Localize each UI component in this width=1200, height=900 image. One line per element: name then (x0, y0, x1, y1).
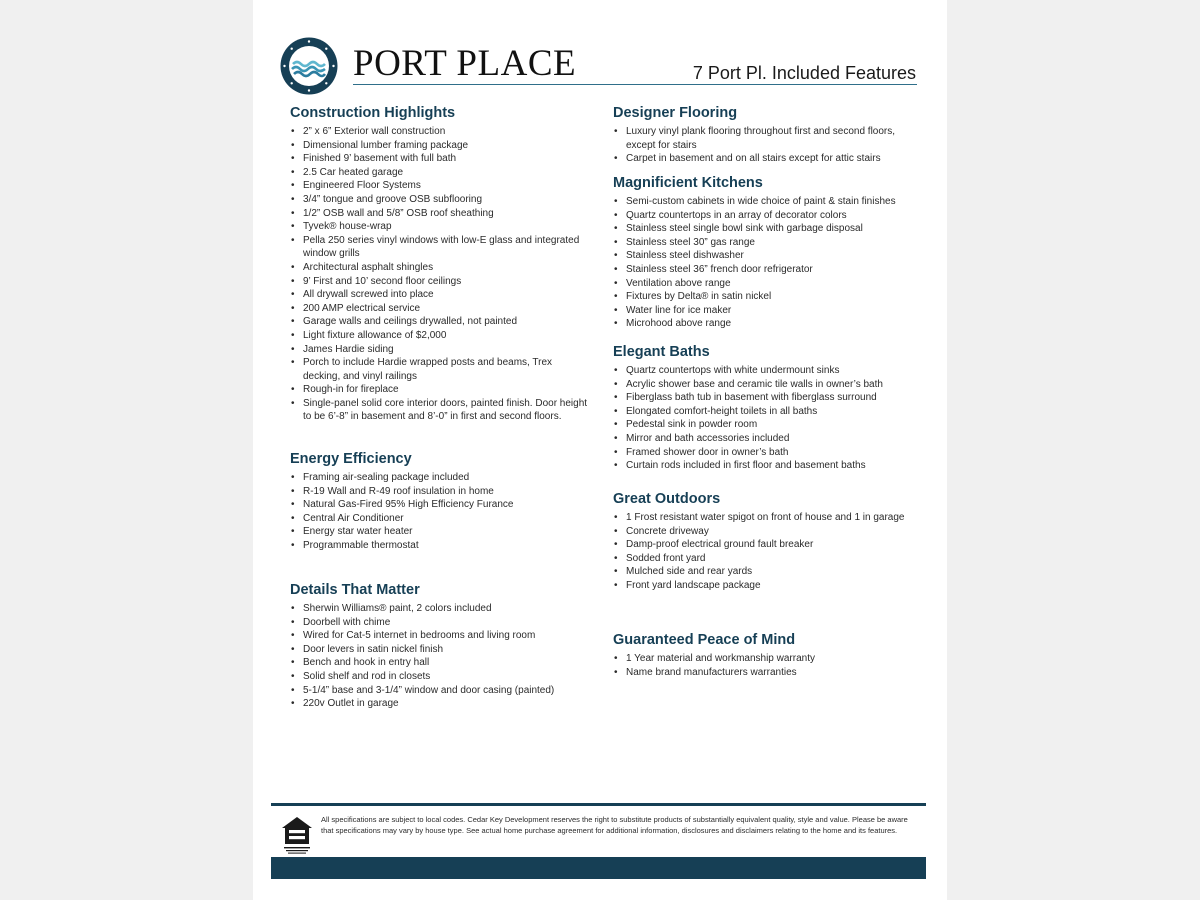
list-item: • Programmable thermostat (290, 539, 590, 553)
list-item: • Engineered Floor Systems (290, 179, 590, 193)
list-item: • Fixtures by Delta® in satin nickel (613, 290, 913, 304)
list-item: • Quartz countertops in an array of decorator colors (613, 209, 913, 223)
list-item: • Fiberglass bath tub in basement with fiberglass surround (613, 391, 913, 405)
section-title-construction: Construction Highlights (290, 105, 456, 121)
list-item: • 2.5 Car heated garage (290, 166, 590, 180)
list-item: • Single-panel solid core interior doors, painted finish. Door height to be 6’-8” in basement and 8’-0” in first and second floors. (290, 397, 590, 424)
section-title-baths: Elegant Baths (613, 344, 710, 360)
list-item: • Solid shelf and rod in closets (290, 670, 590, 684)
list-item: • Curtain rods included in first floor and basement baths (613, 459, 913, 473)
list-item: • Acrylic shower base and ceramic tile walls in owner’s bath (613, 378, 913, 392)
list-item: • Bench and hook in entry hall (290, 656, 590, 670)
document-title: 7 Port Pl. Included Features (692, 63, 916, 83)
list-item: • 1/2” OSB wall and 5/8” OSB roof sheathing (290, 207, 590, 221)
list-energy (290, 471, 590, 553)
list-item: • 2” x 6” Exterior wall construction (290, 125, 590, 139)
list-item: • Energy star water heater (290, 525, 590, 539)
list-item: • Stainless steel single bowl sink with garbage disposal (613, 222, 913, 236)
list-item: • All drywall screwed into place (290, 288, 590, 302)
list-kitchens (613, 195, 913, 331)
section-title-details: Details That Matter (290, 582, 420, 598)
list-item: • Stainless steel dishwasher (613, 249, 913, 263)
list-item: • 1 Year material and workmanship warranty (613, 652, 913, 666)
disclaimer-text: All specifications are subject to local codes. Cedar Key Development reserves the right to substitute products of substantially equivalent quality, style and value. Please be aware that specifications may vary by house type. See actual home purchase agreement for additional information, disclosures and disclaimers relating to the home and its features. (321, 815, 908, 835)
list-item: • 9’ First and 10’ second floor ceilings (290, 275, 590, 289)
list-item: • 220v Outlet in garage (290, 697, 590, 711)
list-item: • Quartz countertops with white undermount sinks (613, 364, 913, 378)
list-item: • R-19 Wall and R-49 roof insulation in home (290, 485, 590, 499)
list-item: • Mirror and bath accessories included (613, 432, 913, 446)
list-flooring (613, 125, 913, 166)
list-item: • 200 AMP electrical service (290, 302, 590, 316)
list-item: • Stainless steel 30” gas range (613, 236, 913, 250)
list-item: • Sherwin Williams® paint, 2 colors included (290, 602, 590, 616)
list-item: • Light fixture allowance of $2,000 (290, 329, 590, 343)
brand-name: PORT PLACE (353, 43, 577, 84)
list-item: • Framed shower door in owner’s bath (613, 446, 913, 460)
footer-divider (271, 803, 926, 806)
list-item: • Sodded front yard (613, 552, 913, 566)
section-title-kitchens: Magnificient Kitchens (613, 175, 763, 191)
list-item: • Finished 9’ basement with full bath (290, 152, 590, 166)
list-item: • Porch to include Hardie wrapped posts and beams, Trex decking, and vinyl railings (290, 356, 590, 383)
spec-sheet-page (253, 0, 947, 900)
list-item: • Pedestal sink in powder room (613, 418, 913, 432)
section-title-outdoors: Great Outdoors (613, 491, 721, 507)
list-peace (613, 652, 913, 679)
list-item: • Mulched side and rear yards (613, 565, 913, 579)
list-item: • Garage walls and ceilings drywalled, not painted (290, 315, 590, 329)
list-details (290, 602, 590, 711)
list-construction (290, 125, 590, 424)
list-item: • Framing air-sealing package included (290, 471, 590, 485)
list-item: • 5-1/4” base and 3-1/4” window and door casing (painted) (290, 684, 590, 698)
list-item: • Tyvek® house-wrap (290, 220, 590, 234)
list-item: • Elongated comfort-height toilets in all baths (613, 405, 913, 419)
list-item: • Door levers in satin nickel finish (290, 643, 590, 657)
section-title-peace: Guaranteed Peace of Mind (613, 632, 796, 648)
section-title-energy: Energy Efficiency (290, 451, 412, 467)
list-item: • Water line for ice maker (613, 304, 913, 318)
list-item: • Front yard landscape package (613, 579, 913, 593)
list-outdoors (613, 511, 913, 593)
list-item: • Microhood above range (613, 317, 913, 331)
list-item: • Pella 250 series vinyl windows with low-E glass and integrated window grills (290, 234, 590, 261)
list-item: • Name brand manufacturers warranties (613, 666, 913, 680)
list-item: • Carpet in basement and on all stairs except for attic stairs (613, 152, 913, 166)
list-item: • Ventilation above range (613, 277, 913, 291)
list-item: • Architectural asphalt shingles (290, 261, 590, 275)
footer-bar (271, 857, 926, 879)
list-item: • James Hardie siding (290, 343, 590, 357)
waves-porthole-logo-icon (280, 37, 338, 95)
list-item: • Semi-custom cabinets in wide choice of paint & stain finishes (613, 195, 913, 209)
list-baths (613, 364, 913, 473)
section-title-flooring: Designer Flooring (613, 105, 738, 121)
list-item: • Rough-in for fireplace (290, 383, 590, 397)
header-divider (353, 84, 917, 85)
list-item: • 3/4” tongue and groove OSB subflooring (290, 193, 590, 207)
list-item: • Dimensional lumber framing package (290, 139, 590, 153)
list-item: • Wired for Cat-5 internet in bedrooms and living room (290, 629, 590, 643)
list-item: • Central Air Conditioner (290, 512, 590, 526)
list-item: • Natural Gas-Fired 95% High Efficiency Furance (290, 498, 590, 512)
list-item: • 1 Frost resistant water spigot on front of house and 1 in garage (613, 511, 913, 525)
list-item: • Luxury vinyl plank flooring throughout first and second floors, except for stairs (613, 125, 913, 152)
list-item: • Damp-proof electrical ground fault breaker (613, 538, 913, 552)
equal-housing-opportunity-icon (280, 815, 314, 855)
list-item: • Doorbell with chime (290, 616, 590, 630)
list-item: • Concrete driveway (613, 525, 913, 539)
list-item: • Stainless steel 36” french door refrigerator (613, 263, 913, 277)
